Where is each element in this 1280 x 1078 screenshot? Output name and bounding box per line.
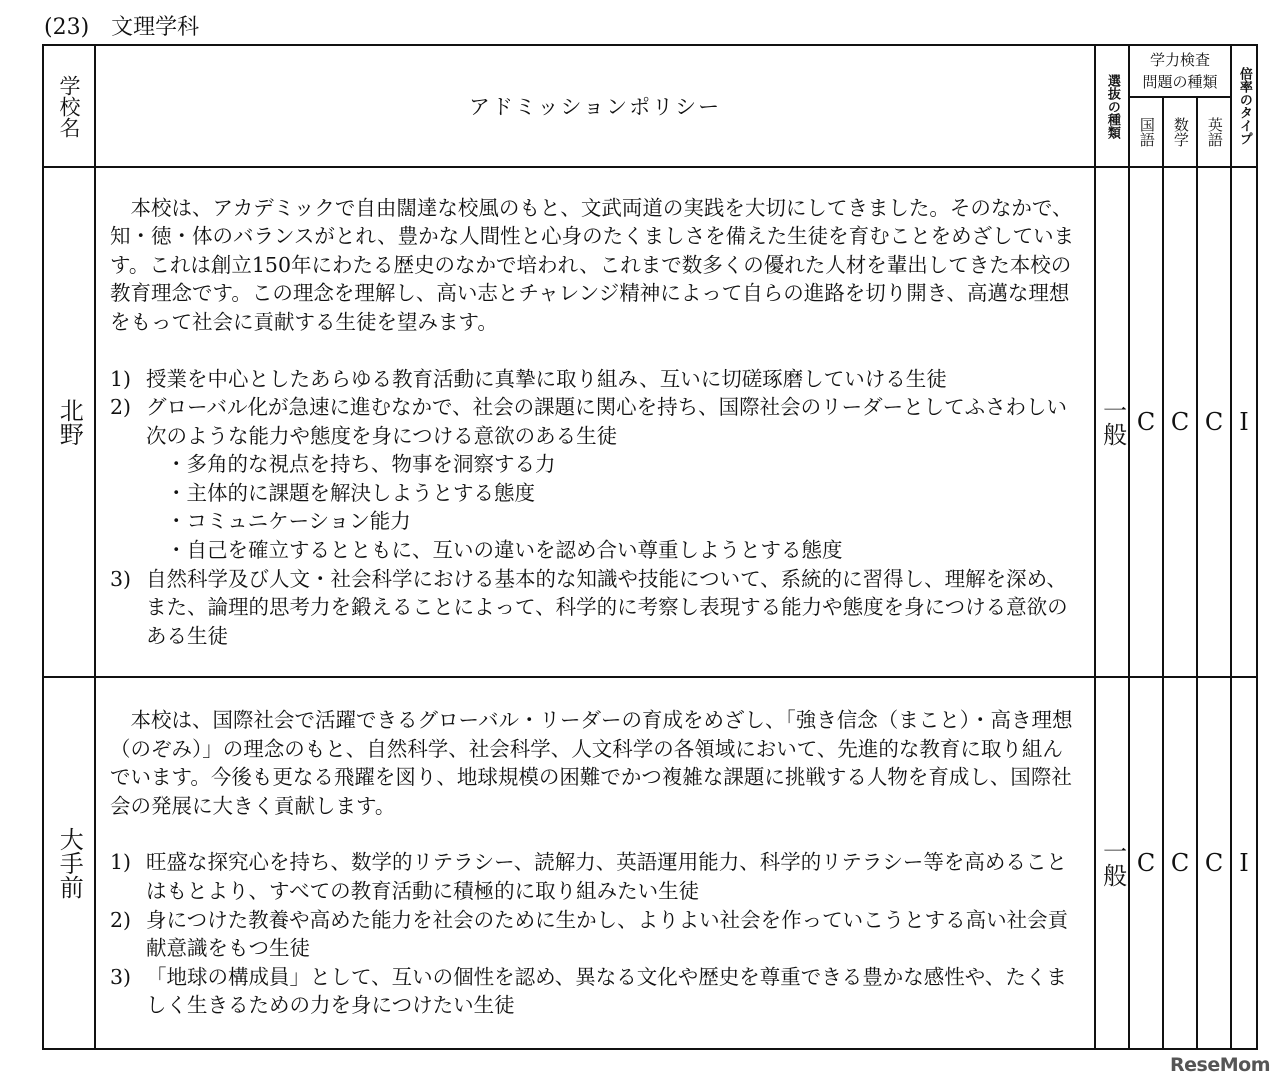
policy-item: 1) 旺盛な探究心を持ち、数学的リテラシー、読解力、英語運用能力、科学的リテラシー等を高めることはもとより、すべての教育活動に積極的に取り組みたい生徒: [110, 850, 1067, 903]
header-english: 英語: [1197, 97, 1231, 167]
header-japanese: 国語: [1129, 97, 1163, 167]
section-number: (23): [44, 15, 90, 40]
policy-subitem: ・コミュニケーション能力: [166, 509, 411, 534]
ratio-type-cell: I: [1231, 167, 1257, 677]
policy-item: 3) 「地球の構成員」として、互いの個性を認め、異なる文化や歴史を尊重できる豊かな感性や、たくましく生きるための力を身につけたい生徒: [110, 964, 1067, 1018]
policy-text-cell: [95, 677, 1095, 1049]
selection-type-cell: 一般: [1095, 677, 1129, 1049]
header-row-top: [43, 45, 1257, 97]
policy-item: 1) 授業を中心としたあらゆる教育活動に真摯に取り組み、互いに切磋琢磨していける生徒: [110, 366, 947, 391]
math-grade-cell: C: [1163, 167, 1197, 677]
table-row-kitano: [43, 167, 1257, 677]
header-school-name: 学校名: [43, 45, 95, 167]
selection-type-cell: 一般: [1095, 167, 1129, 677]
header-ratio-type: 倍率のタイプ: [1231, 45, 1257, 167]
japanese-grade-cell: C: [1129, 677, 1163, 1049]
header-test-type: 学力検査 問題の種類: [1129, 45, 1231, 97]
resemom-logo: ReseMom: [1170, 1054, 1270, 1076]
ratio-type-cell: I: [1231, 677, 1257, 1049]
policy-intro: 本校は、国際社会で活躍できるグローバル・リーダーの育成をめざし、「強き信念（まこと）・高き理想（のぞみ）」の理念のもと、自然科学、社会科学、人文科学の各領域において、先進的な教育に取り組んでいます。今後も更なる飛躍を図り、地球規模の困難でかつ複雑な課題に挑戦する人物を育成し、国際社会の発展に大きく貢献します。: [110, 708, 1073, 818]
policy-item: 3) 自然科学及び人文・社会科学における基本的な知識や技能について、系統的に習得し、理解を深め、また、論理的思考力を鍛えることによって、科学的に考察し表現する能力や態度を身につける意欲のある生徒: [110, 566, 1068, 648]
school-name-cell: 大手前: [43, 677, 95, 1049]
policy-intro: 本校は、アカデミックで自由闊達な校風のもと、文武両道の実践を大切にしてきました。そのなかで、知・徳・体のバランスがとれ、豊かな人間性と心身のたくましさを備えた生徒を育むことをめざしています。これは創立150年にわたる歴史のなかで培われ、これまで数多くの優れた人材を輩出してきた本校の教育理念です。この理念を理解し、高い志とチャレンジ精神によって自らの進路を切り開き、高邁な理想をもって社会に貢献する生徒を望みます。: [110, 195, 1075, 334]
japanese-grade-cell: C: [1129, 167, 1163, 677]
school-name-cell: 北野: [43, 167, 95, 677]
policy-subitem: ・自己を確立するとともに、互いの違いを認め合い尊重しようとする態度: [166, 538, 843, 563]
english-grade-cell: C: [1197, 167, 1231, 677]
table-row-otemae: [43, 677, 1257, 1049]
policy-subitem: ・多角的な視点を持ち、物事を洞察する力: [166, 452, 556, 477]
policy-text-cell: [95, 167, 1095, 677]
policy-item: 2) 身につけた教養や高めた能力を社会のために生かし、よりよい社会を作っていこうとする高い社会貢献意識をもつ生徒: [110, 907, 1069, 961]
header-admission-policy: アドミッションポリシー: [95, 45, 1095, 167]
admission-policy-table: [42, 44, 1258, 1050]
header-math: 数学: [1163, 97, 1197, 167]
english-grade-cell: C: [1197, 677, 1231, 1049]
math-grade-cell: C: [1163, 677, 1197, 1049]
policy-subitem: ・主体的に課題を解決しようとする態度: [166, 480, 535, 505]
header-selection-type: 選抜の種類: [1095, 45, 1129, 167]
policy-item: 2) グローバル化が急速に進むなかで、社会の課題に関心を持ち、国際社会のリーダーとしてふさわしい次のような能力や態度を身につける意欲のある生徒: [110, 395, 1068, 448]
section-title: [44, 10, 199, 41]
section-name: 文理学科: [111, 15, 200, 40]
